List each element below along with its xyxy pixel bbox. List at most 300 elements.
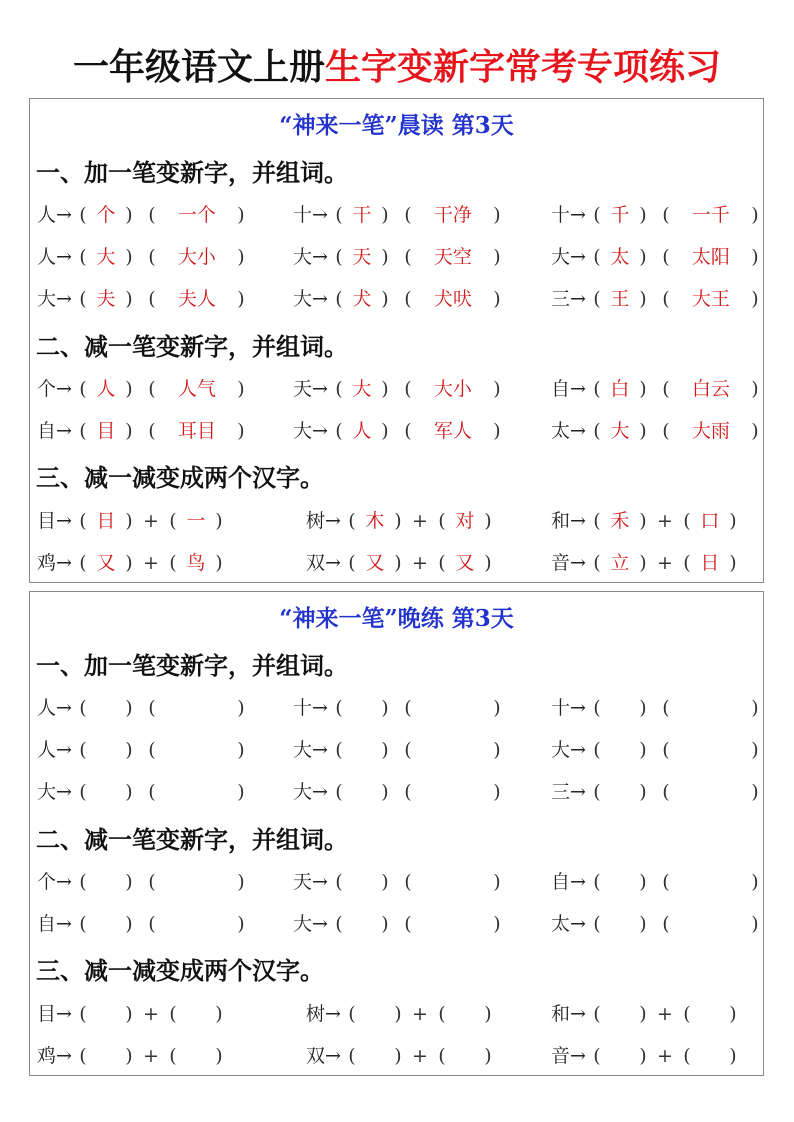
exercise-item bbox=[293, 285, 508, 313]
paren-close: ) bbox=[125, 552, 133, 574]
paren-open: ( bbox=[148, 697, 156, 719]
paren-open: ( bbox=[662, 697, 670, 719]
arrow-symbol: → bbox=[325, 1003, 341, 1025]
arrow-symbol: → bbox=[570, 1045, 586, 1067]
paren-open: ( bbox=[169, 510, 177, 532]
arrow-symbol: → bbox=[312, 288, 328, 310]
answer-character-blank: 立 bbox=[610, 552, 630, 574]
paren-open: ( bbox=[662, 378, 670, 400]
answer-word-blank: 犬吠 bbox=[433, 288, 472, 310]
paren-open: ( bbox=[593, 288, 601, 310]
paren-open: ( bbox=[593, 1045, 601, 1067]
source-character: 双 bbox=[306, 1045, 326, 1067]
arrow-symbol: → bbox=[325, 510, 341, 532]
plus-symbol: + bbox=[411, 1045, 428, 1067]
arrow-symbol: → bbox=[570, 871, 586, 893]
paren-close: ) bbox=[493, 204, 501, 226]
exercise-item bbox=[37, 1000, 230, 1028]
source-character: 大 bbox=[293, 781, 313, 803]
arrow-symbol: → bbox=[56, 288, 72, 310]
paren-open: ( bbox=[438, 1045, 446, 1067]
plus-symbol: + bbox=[142, 510, 159, 532]
paren-close: ) bbox=[751, 739, 759, 761]
exercise-item bbox=[37, 1042, 230, 1070]
paren-open: ( bbox=[335, 913, 343, 935]
paren-close: ) bbox=[639, 288, 647, 310]
paren-close: ) bbox=[215, 552, 223, 574]
exercise-item bbox=[551, 1000, 744, 1028]
answer-word-blank: 一千 bbox=[691, 204, 730, 226]
answer-character-blank: 千 bbox=[610, 204, 630, 226]
arrow-symbol: → bbox=[312, 378, 328, 400]
source-character: 人 bbox=[37, 739, 57, 761]
paren-close: ) bbox=[493, 913, 501, 935]
source-character: 音 bbox=[551, 1045, 571, 1067]
paren-open: ( bbox=[148, 913, 156, 935]
source-character: 和 bbox=[551, 510, 571, 532]
paren-open: ( bbox=[662, 871, 670, 893]
exercise-item bbox=[293, 375, 508, 403]
plus-symbol: + bbox=[411, 510, 428, 532]
source-character: 大 bbox=[37, 781, 57, 803]
paren-open: ( bbox=[148, 378, 156, 400]
arrow-symbol: → bbox=[570, 204, 586, 226]
paren-close: ) bbox=[237, 420, 245, 442]
exercise-item bbox=[293, 201, 508, 229]
answer-word-blank: 大雨 bbox=[691, 420, 730, 442]
arrow-symbol: → bbox=[312, 420, 328, 442]
source-character: 自 bbox=[551, 871, 571, 893]
paren-close: ) bbox=[237, 378, 245, 400]
paren-close: ) bbox=[125, 1045, 133, 1067]
arrow-symbol: → bbox=[56, 739, 72, 761]
paren-open: ( bbox=[335, 697, 343, 719]
paren-open: ( bbox=[662, 288, 670, 310]
paren-close: ) bbox=[729, 1045, 737, 1067]
paren-open: ( bbox=[683, 1045, 691, 1067]
exercise-item bbox=[551, 201, 766, 229]
paren-open: ( bbox=[148, 781, 156, 803]
source-character: 大 bbox=[293, 246, 313, 268]
exercise-row bbox=[30, 694, 763, 722]
paren-open: ( bbox=[79, 913, 87, 935]
paren-open: ( bbox=[148, 420, 156, 442]
answer-character-blank: 一 bbox=[186, 510, 206, 532]
paren-close: ) bbox=[381, 913, 389, 935]
answer-word-blank: 太阳 bbox=[691, 246, 730, 268]
source-character: 三 bbox=[551, 781, 571, 803]
source-character: 大 bbox=[37, 288, 57, 310]
exercise-row bbox=[30, 285, 763, 313]
arrow-symbol: → bbox=[570, 697, 586, 719]
paren-close: ) bbox=[639, 871, 647, 893]
paren-close: ) bbox=[484, 510, 492, 532]
exercise-item bbox=[551, 1042, 744, 1070]
paren-open: ( bbox=[683, 552, 691, 574]
section-title: 三、减一减变成两个汉字。 bbox=[36, 957, 324, 985]
paren-close: ) bbox=[125, 739, 133, 761]
paren-open: ( bbox=[404, 420, 412, 442]
arrow-symbol: → bbox=[570, 510, 586, 532]
paren-close: ) bbox=[484, 1045, 492, 1067]
answer-word-blank: 大小 bbox=[177, 246, 216, 268]
answer-character-blank: 木 bbox=[365, 510, 385, 532]
paren-open: ( bbox=[662, 913, 670, 935]
arrow-symbol: → bbox=[312, 913, 328, 935]
paren-close: ) bbox=[639, 204, 647, 226]
exercise-item bbox=[551, 910, 766, 938]
arrow-symbol: → bbox=[570, 420, 586, 442]
exercise-row bbox=[30, 549, 763, 577]
paren-open: ( bbox=[79, 378, 87, 400]
paren-open: ( bbox=[79, 420, 87, 442]
answer-character-blank: 日 bbox=[700, 552, 720, 574]
answer-character-blank: 大 bbox=[352, 378, 372, 400]
exercise-row bbox=[30, 507, 763, 535]
source-character: 个 bbox=[37, 871, 57, 893]
exercise-item bbox=[37, 375, 252, 403]
paren-open: ( bbox=[593, 510, 601, 532]
panel-title: “神来一笔”晨读 第3天 bbox=[279, 112, 514, 139]
paren-close: ) bbox=[125, 204, 133, 226]
paren-open: ( bbox=[335, 871, 343, 893]
arrow-symbol: → bbox=[570, 246, 586, 268]
exercise-row bbox=[30, 1042, 763, 1070]
paren-open: ( bbox=[169, 552, 177, 574]
paren-open: ( bbox=[662, 246, 670, 268]
exercise-row bbox=[30, 375, 763, 403]
paren-open: ( bbox=[335, 204, 343, 226]
answer-word-blank: 人气 bbox=[177, 378, 216, 400]
paren-close: ) bbox=[639, 420, 647, 442]
paren-open: ( bbox=[593, 420, 601, 442]
paren-open: ( bbox=[169, 1045, 177, 1067]
answer-character-blank: 又 bbox=[365, 552, 385, 574]
paren-close: ) bbox=[381, 246, 389, 268]
paren-close: ) bbox=[394, 510, 402, 532]
source-character: 人 bbox=[37, 697, 57, 719]
paren-open: ( bbox=[348, 552, 356, 574]
paren-close: ) bbox=[381, 288, 389, 310]
paren-close: ) bbox=[639, 552, 647, 574]
paren-open: ( bbox=[335, 420, 343, 442]
source-character: 大 bbox=[293, 420, 313, 442]
paren-close: ) bbox=[493, 378, 501, 400]
paren-close: ) bbox=[751, 781, 759, 803]
source-character: 太 bbox=[551, 913, 571, 935]
paren-close: ) bbox=[237, 913, 245, 935]
exercise-item bbox=[306, 507, 499, 535]
paren-close: ) bbox=[493, 697, 501, 719]
paren-open: ( bbox=[79, 781, 87, 803]
source-character: 个 bbox=[37, 378, 57, 400]
source-character: 十 bbox=[551, 697, 571, 719]
source-character: 大 bbox=[293, 739, 313, 761]
paren-open: ( bbox=[662, 204, 670, 226]
panel-title: “神来一笔”晚练 第3天 bbox=[279, 605, 514, 632]
source-character: 目 bbox=[37, 510, 57, 532]
paren-close: ) bbox=[751, 288, 759, 310]
evening-practice-panel bbox=[29, 591, 764, 1076]
page-title-black: 一年级语文上册 bbox=[72, 47, 325, 88]
exercise-item bbox=[37, 549, 230, 577]
source-character: 人 bbox=[37, 204, 57, 226]
answer-character-blank: 人 bbox=[96, 378, 116, 400]
paren-close: ) bbox=[237, 697, 245, 719]
exercise-item bbox=[293, 736, 508, 764]
paren-close: ) bbox=[237, 288, 245, 310]
paren-close: ) bbox=[729, 510, 737, 532]
answer-character-blank: 又 bbox=[455, 552, 475, 574]
paren-close: ) bbox=[125, 697, 133, 719]
arrow-symbol: → bbox=[56, 552, 72, 574]
plus-symbol: + bbox=[656, 1045, 673, 1067]
paren-close: ) bbox=[639, 1045, 647, 1067]
paren-open: ( bbox=[335, 739, 343, 761]
answer-character-blank: 鸟 bbox=[186, 552, 206, 574]
arrow-symbol: → bbox=[570, 913, 586, 935]
paren-close: ) bbox=[639, 246, 647, 268]
exercise-item bbox=[37, 417, 252, 445]
source-character: 自 bbox=[551, 378, 571, 400]
paren-close: ) bbox=[639, 510, 647, 532]
paren-open: ( bbox=[335, 781, 343, 803]
paren-open: ( bbox=[593, 781, 601, 803]
arrow-symbol: → bbox=[312, 871, 328, 893]
section-title: 三、减一减变成两个汉字。 bbox=[36, 464, 324, 492]
paren-open: ( bbox=[148, 871, 156, 893]
section-title: 一、加一笔变新字，并组词。 bbox=[36, 159, 348, 187]
arrow-symbol: → bbox=[312, 739, 328, 761]
arrow-symbol: → bbox=[570, 1003, 586, 1025]
source-character: 树 bbox=[306, 1003, 326, 1025]
answer-word-blank: 军人 bbox=[433, 420, 472, 442]
paren-open: ( bbox=[404, 246, 412, 268]
paren-open: ( bbox=[593, 1003, 601, 1025]
paren-open: ( bbox=[335, 288, 343, 310]
source-character: 双 bbox=[306, 552, 326, 574]
exercise-item bbox=[37, 736, 252, 764]
paren-close: ) bbox=[125, 781, 133, 803]
answer-word-blank: 大王 bbox=[691, 288, 730, 310]
paren-close: ) bbox=[484, 552, 492, 574]
arrow-symbol: → bbox=[56, 913, 72, 935]
paren-close: ) bbox=[125, 288, 133, 310]
paren-close: ) bbox=[215, 1045, 223, 1067]
exercise-row bbox=[30, 243, 763, 271]
plus-symbol: + bbox=[411, 1003, 428, 1025]
exercise-item bbox=[306, 1042, 499, 1070]
paren-close: ) bbox=[751, 420, 759, 442]
arrow-symbol: → bbox=[56, 510, 72, 532]
paren-close: ) bbox=[493, 246, 501, 268]
paren-open: ( bbox=[438, 552, 446, 574]
paren-close: ) bbox=[639, 1003, 647, 1025]
plus-symbol: + bbox=[656, 552, 673, 574]
exercise-item bbox=[551, 736, 766, 764]
answer-character-blank: 大 bbox=[96, 246, 116, 268]
exercise-item bbox=[293, 694, 508, 722]
source-character: 和 bbox=[551, 1003, 571, 1025]
arrow-symbol: → bbox=[312, 697, 328, 719]
source-character: 十 bbox=[293, 697, 313, 719]
arrow-symbol: → bbox=[56, 246, 72, 268]
answer-character-blank: 目 bbox=[96, 420, 116, 442]
paren-open: ( bbox=[404, 739, 412, 761]
answer-character-blank: 天 bbox=[352, 246, 372, 268]
paren-open: ( bbox=[593, 913, 601, 935]
answer-word-blank: 夫人 bbox=[177, 288, 216, 310]
exercise-item bbox=[293, 417, 508, 445]
answer-character-blank: 人 bbox=[352, 420, 372, 442]
paren-close: ) bbox=[394, 552, 402, 574]
arrow-symbol: → bbox=[570, 288, 586, 310]
plus-symbol: + bbox=[142, 1003, 159, 1025]
paren-close: ) bbox=[751, 871, 759, 893]
paren-close: ) bbox=[493, 288, 501, 310]
paren-close: ) bbox=[125, 871, 133, 893]
answer-character-blank: 干 bbox=[352, 204, 372, 226]
arrow-symbol: → bbox=[56, 420, 72, 442]
source-character: 鸡 bbox=[37, 552, 57, 574]
paren-close: ) bbox=[639, 739, 647, 761]
paren-close: ) bbox=[125, 913, 133, 935]
source-character: 树 bbox=[306, 510, 326, 532]
source-character: 鸡 bbox=[37, 1045, 57, 1067]
paren-close: ) bbox=[381, 697, 389, 719]
answer-character-blank: 日 bbox=[96, 510, 116, 532]
arrow-symbol: → bbox=[570, 781, 586, 803]
plus-symbol: + bbox=[656, 510, 673, 532]
answer-character-blank: 犬 bbox=[352, 288, 372, 310]
arrow-symbol: → bbox=[312, 246, 328, 268]
arrow-symbol: → bbox=[56, 697, 72, 719]
exercise-row bbox=[30, 736, 763, 764]
paren-close: ) bbox=[237, 871, 245, 893]
paren-close: ) bbox=[237, 781, 245, 803]
exercise-row bbox=[30, 201, 763, 229]
paren-close: ) bbox=[381, 378, 389, 400]
paren-close: ) bbox=[125, 420, 133, 442]
paren-open: ( bbox=[79, 288, 87, 310]
exercise-item bbox=[551, 778, 766, 806]
paren-open: ( bbox=[148, 739, 156, 761]
paren-open: ( bbox=[593, 871, 601, 893]
paren-close: ) bbox=[394, 1045, 402, 1067]
exercise-item bbox=[37, 778, 252, 806]
paren-close: ) bbox=[729, 552, 737, 574]
paren-open: ( bbox=[404, 204, 412, 226]
paren-open: ( bbox=[148, 246, 156, 268]
plus-symbol: + bbox=[656, 1003, 673, 1025]
paren-open: ( bbox=[335, 246, 343, 268]
arrow-symbol: → bbox=[56, 871, 72, 893]
paren-close: ) bbox=[125, 246, 133, 268]
answer-character-blank: 夫 bbox=[96, 288, 116, 310]
exercise-row bbox=[30, 778, 763, 806]
paren-open: ( bbox=[79, 1045, 87, 1067]
exercise-item bbox=[293, 778, 508, 806]
plus-symbol: + bbox=[142, 552, 159, 574]
exercise-item bbox=[551, 417, 766, 445]
answer-character-blank: 口 bbox=[700, 510, 720, 532]
paren-open: ( bbox=[348, 1045, 356, 1067]
paren-close: ) bbox=[484, 1003, 492, 1025]
paren-open: ( bbox=[662, 420, 670, 442]
paren-open: ( bbox=[593, 378, 601, 400]
paren-open: ( bbox=[593, 204, 601, 226]
plus-symbol: + bbox=[142, 1045, 159, 1067]
exercise-item bbox=[37, 243, 252, 271]
arrow-symbol: → bbox=[56, 781, 72, 803]
paren-open: ( bbox=[404, 871, 412, 893]
answer-word-blank: 天空 bbox=[433, 246, 472, 268]
arrow-symbol: → bbox=[56, 1045, 72, 1067]
answer-character-blank: 个 bbox=[96, 204, 116, 226]
paren-close: ) bbox=[639, 781, 647, 803]
paren-open: ( bbox=[683, 510, 691, 532]
arrow-symbol: → bbox=[56, 1003, 72, 1025]
arrow-symbol: → bbox=[56, 204, 72, 226]
paren-close: ) bbox=[394, 1003, 402, 1025]
paren-close: ) bbox=[751, 913, 759, 935]
paren-open: ( bbox=[404, 781, 412, 803]
exercise-item bbox=[37, 201, 252, 229]
paren-close: ) bbox=[381, 204, 389, 226]
arrow-symbol: → bbox=[56, 378, 72, 400]
exercise-item bbox=[551, 507, 744, 535]
answer-character-blank: 大 bbox=[610, 420, 630, 442]
exercise-row bbox=[30, 910, 763, 938]
source-character: 大 bbox=[551, 739, 571, 761]
source-character: 音 bbox=[551, 552, 571, 574]
paren-open: ( bbox=[404, 378, 412, 400]
paren-open: ( bbox=[348, 1003, 356, 1025]
exercise-item bbox=[551, 694, 766, 722]
source-character: 大 bbox=[293, 288, 313, 310]
paren-close: ) bbox=[729, 1003, 737, 1025]
paren-open: ( bbox=[662, 781, 670, 803]
arrow-symbol: → bbox=[570, 552, 586, 574]
exercise-item bbox=[551, 549, 744, 577]
source-character: 天 bbox=[293, 871, 313, 893]
paren-open: ( bbox=[404, 288, 412, 310]
exercise-item bbox=[551, 868, 766, 896]
paren-open: ( bbox=[593, 739, 601, 761]
paren-close: ) bbox=[751, 204, 759, 226]
answer-character-blank: 又 bbox=[96, 552, 116, 574]
arrow-symbol: → bbox=[325, 1045, 341, 1067]
source-character: 十 bbox=[551, 204, 571, 226]
paren-open: ( bbox=[79, 204, 87, 226]
answer-word-blank: 大小 bbox=[433, 378, 472, 400]
section-title: 二、减一笔变新字，并组词。 bbox=[36, 826, 348, 854]
paren-close: ) bbox=[639, 697, 647, 719]
page-title bbox=[0, 44, 794, 92]
exercise-item bbox=[293, 243, 508, 271]
source-character: 自 bbox=[37, 913, 57, 935]
paren-open: ( bbox=[148, 288, 156, 310]
source-character: 人 bbox=[37, 246, 57, 268]
page-title-red: 生字变新字常考专项练习 bbox=[325, 47, 722, 88]
paren-close: ) bbox=[215, 1003, 223, 1025]
source-character: 大 bbox=[551, 246, 571, 268]
paren-close: ) bbox=[751, 378, 759, 400]
exercise-item bbox=[37, 507, 230, 535]
paren-close: ) bbox=[639, 913, 647, 935]
source-character: 目 bbox=[37, 1003, 57, 1025]
source-character: 三 bbox=[551, 288, 571, 310]
